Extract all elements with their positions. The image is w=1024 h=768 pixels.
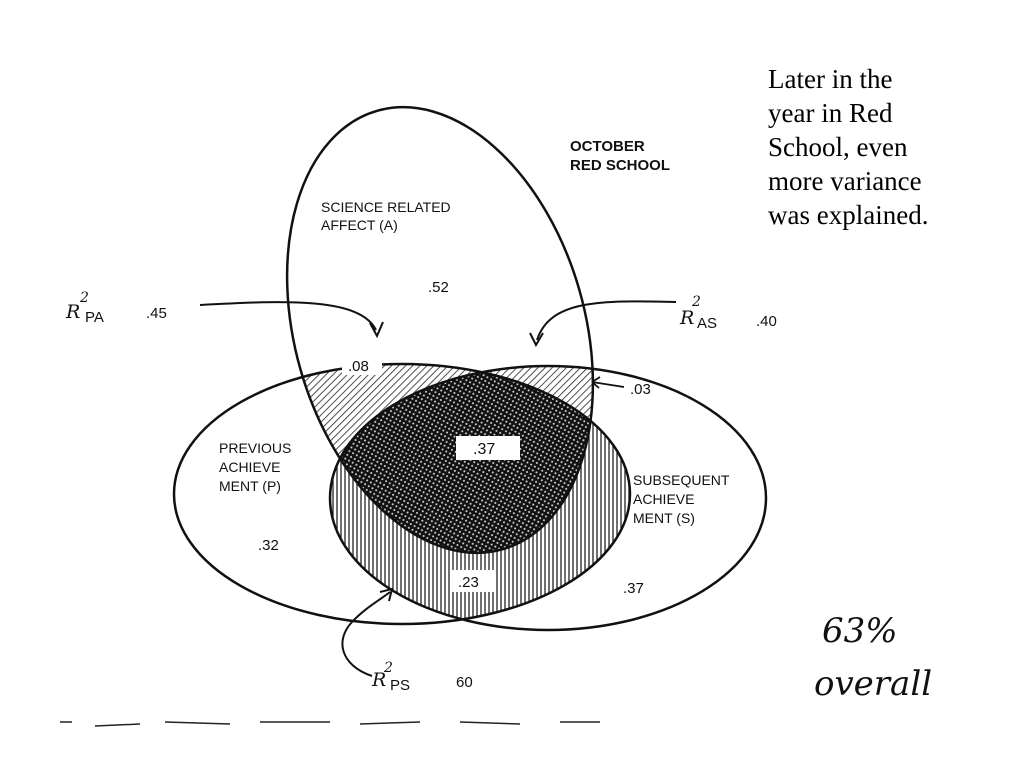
caption-line: Later in the — [768, 64, 893, 94]
circle-a-label-line1: SCIENCE RELATED — [321, 199, 451, 215]
r2-as-arrow — [537, 301, 676, 340]
slide-caption — [768, 62, 1008, 232]
circle-a-label-line2: AFFECT (A) — [321, 217, 398, 233]
r2-pa-superscript: 2 — [80, 290, 89, 306]
r2-ps-superscript: 2 — [384, 660, 393, 676]
caption-line: more variance — [768, 166, 922, 196]
circle-p-label-line2: ACHIEVE — [219, 459, 281, 475]
r2-ps-arrow — [342, 592, 390, 676]
circle-p-label-line3: MENT (P) — [219, 478, 281, 494]
r2-as-superscript: 2 — [692, 294, 701, 310]
region-ps-value: .23 — [458, 574, 479, 591]
handwritten-percent: 63% — [822, 611, 898, 651]
r2-ps-symbol: R — [372, 669, 387, 691]
region-pas-value: .37 — [473, 441, 496, 458]
r2-pa-symbol: R — [66, 301, 81, 323]
region-pa-value: .08 — [348, 358, 369, 375]
circle-s-unique-value: .37 — [623, 580, 644, 597]
circle-s-label-line1: SUBSEQUENT — [633, 472, 730, 488]
caption-line: was explained. — [768, 200, 929, 230]
caption-line: year in Red — [768, 98, 893, 128]
r2-as-symbol: R — [680, 307, 695, 329]
title-line1: OCTOBER — [570, 138, 645, 155]
title-line2: RED SCHOOL — [570, 157, 671, 174]
caption-line: School, even — [768, 132, 908, 162]
r2-pa-subscript: PA — [85, 309, 104, 326]
circle-s-label-line2: ACHIEVE — [633, 491, 695, 507]
region-as-value: .03 — [630, 381, 651, 398]
circle-p-unique-value: .32 — [258, 537, 279, 554]
r2-as-value: .40 — [756, 313, 777, 330]
scan-bottom-edge — [60, 722, 600, 726]
r2-pa-value: .45 — [146, 305, 167, 322]
r2-ps-subscript: PS — [390, 677, 411, 694]
circle-a-unique-value: .52 — [428, 279, 449, 296]
circle-p-label-line1: PREVIOUS — [219, 440, 292, 456]
r2-as-subscript: AS — [697, 315, 718, 332]
circle-s-label-line3: MENT (S) — [633, 510, 695, 526]
r2-ps-value: 60 — [456, 674, 473, 691]
handwritten-overall: overall — [814, 664, 933, 704]
